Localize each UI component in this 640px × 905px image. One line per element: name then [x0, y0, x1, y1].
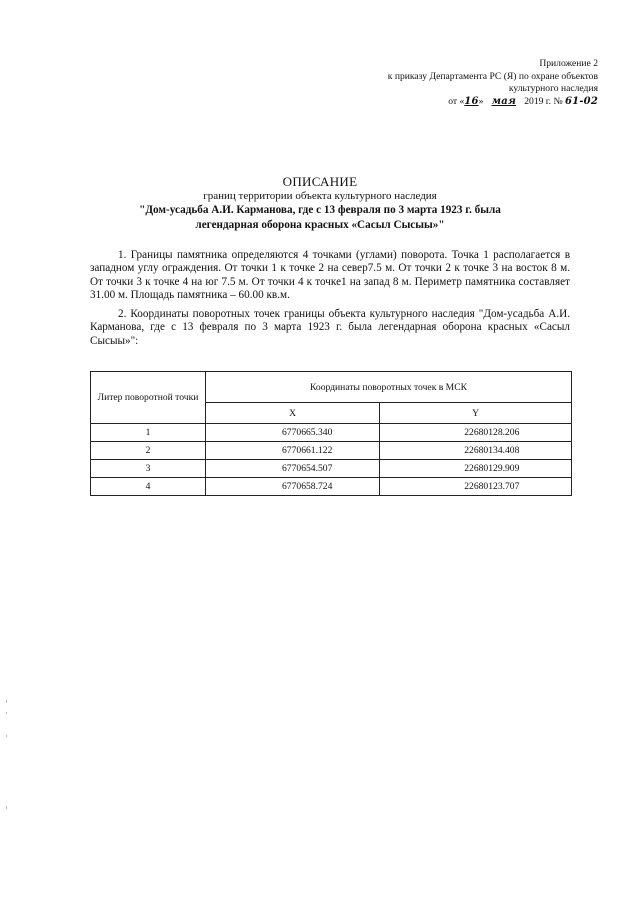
order-number: 61-02 [565, 95, 598, 107]
document-subtitle: границ территории объекта культурного наследия [203, 190, 437, 202]
y-cell: 22680123.707 [380, 478, 572, 496]
date-sep: » [478, 95, 484, 107]
date-prefix: от « [448, 95, 465, 107]
y-cell: 22680128.206 [380, 424, 572, 442]
scan-speck [6, 712, 7, 714]
appendix-line-1: Приложение 2 [539, 58, 598, 69]
object-name-line-1: "Дом-усадьба А.И. Карманова, где с 13 февраля по 3 марта 1923 г. была [139, 204, 501, 216]
date-day: 16 [464, 95, 479, 107]
point-cell: 3 [91, 460, 206, 478]
y-cell: 22680134.408 [380, 442, 572, 460]
date-month: мая [491, 95, 517, 107]
paragraph-boundaries: 1. Границы памятника определяются 4 точками (углами) поворота. Точка 1 располагается в западном углу ограждения. От точки 1 к точке 2 на север7.5 м. От точки 2 к точке 3 на восток 8 м. От точки 3 к точке 4 на юг 7.5 м. От точки 4 к точке1 на запад 8 м. Периметр памятника составляет 31.00 м. Площадь памятника – 60.00 кв.м. [90, 249, 570, 302]
document-title: ОПИСАНИЕ [282, 174, 358, 189]
point-cell: 4 [91, 478, 206, 496]
header-x: X [206, 403, 380, 424]
object-name-line-2: легендарная оборона красных «Сасыл Сысыы»" [195, 218, 445, 231]
table-row [91, 460, 572, 478]
table-header-row [91, 372, 572, 403]
y-cell: 22680129.909 [380, 460, 572, 478]
coordinates-table [90, 371, 572, 496]
x-cell: 6770654.507 [206, 460, 380, 478]
header-point: Литер поворотной точки [91, 372, 206, 424]
header-y: Y [380, 403, 572, 424]
paragraph-coordinates: 2. Координаты поворотных точек границы объекта культурного наследия "Дом-усадьба А.И. Карманова, где с 13 февраля по 3 марта 1923 г. была легендарная оборона красных «Сасыл Сысыы»": [90, 308, 570, 347]
x-cell: 6770665.340 [206, 424, 380, 442]
x-cell: 6770661.122 [206, 442, 380, 460]
appendix-line-3: культурного наследия [508, 83, 598, 95]
header-coordinates: Координаты поворотных точек в МСК [206, 372, 572, 403]
x-cell: 6770658.724 [206, 478, 380, 496]
scan-speck [6, 735, 7, 737]
scan-speck [6, 806, 7, 809]
point-cell: 2 [91, 442, 206, 460]
appendix-date-line [298, 96, 598, 109]
scan-speck [6, 700, 7, 703]
date-year: 2019 г. № [524, 95, 563, 107]
appendix-header [298, 58, 598, 108]
appendix-line-2: к приказу Департамента РС (Я) по охране объектов [387, 70, 598, 82]
table-row [91, 442, 572, 460]
table-row [91, 478, 572, 496]
table-row [91, 424, 572, 442]
title-block [80, 174, 560, 232]
point-cell: 1 [91, 424, 206, 442]
